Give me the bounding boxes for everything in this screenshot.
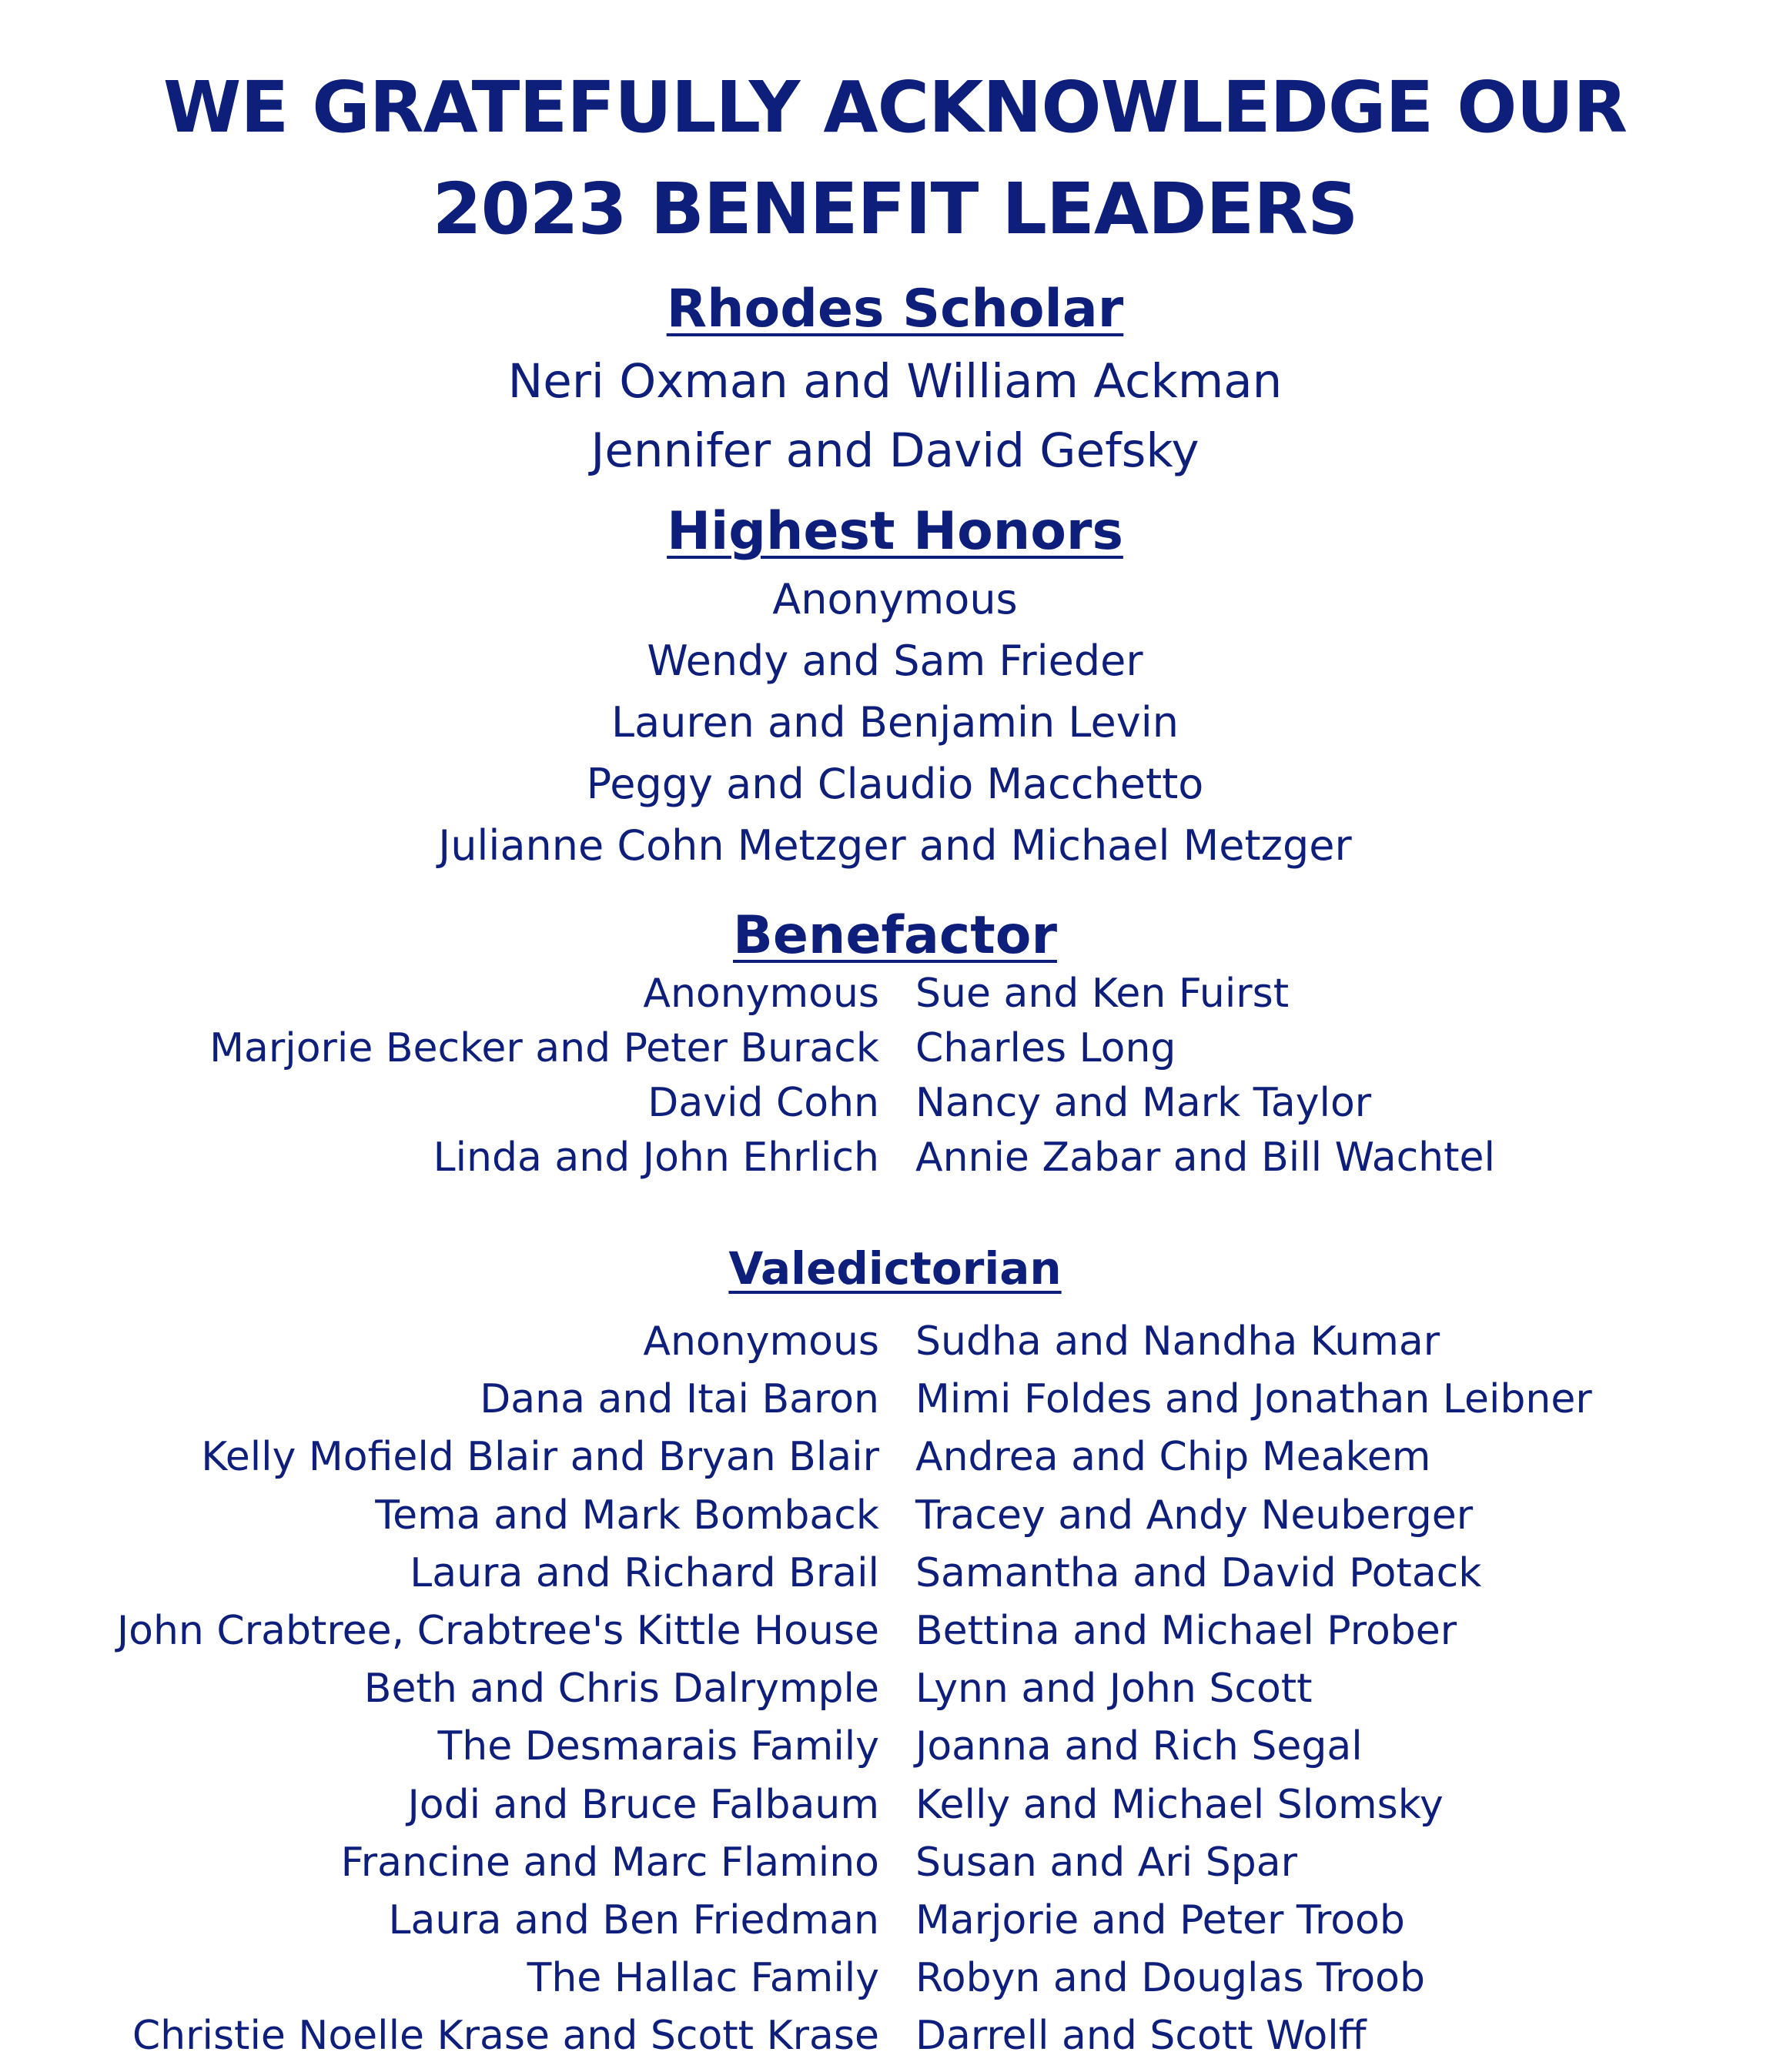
list-item: Mimi Foldes and Jonathan Leibner xyxy=(915,1376,1592,1423)
list-item: Marjorie Becker and Peter Burack xyxy=(209,1025,879,1071)
list-item: Francine and Marc Flamino xyxy=(340,1839,879,1886)
list-item: Tracey and Andy Neuberger xyxy=(915,1492,1474,1539)
benefactor-right-column xyxy=(915,967,1495,1185)
list-item: Laura and Ben Friedman xyxy=(388,1897,879,1943)
list-item: Kelly Mofield Blair and Bryan Blair xyxy=(201,1434,879,1481)
list-item: Bettina and Michael Prober xyxy=(915,1607,1457,1654)
list-item: Laura and Richard Brail xyxy=(410,1549,879,1596)
list-item: Sue and Ken Fuirst xyxy=(915,971,1290,1017)
list-item: Robyn and Douglas Troob xyxy=(915,1955,1425,2002)
list-item: The Hallac Family xyxy=(527,1955,879,2002)
list-item: Kelly and Michael Slomsky xyxy=(915,1781,1444,1828)
list-item: Joanna and Rich Segal xyxy=(915,1723,1363,1770)
list-item: Christie Noelle Krase and Scott Krase xyxy=(132,2013,879,2060)
rhodes-scholar-heading: Rhodes Scholar xyxy=(666,279,1124,339)
list-item: Annie Zabar and Bill Wachtel xyxy=(915,1135,1495,1181)
list-item: Nancy and Mark Taylor xyxy=(915,1080,1372,1126)
rhodes-scholar-list xyxy=(0,347,1790,486)
list-item: David Cohn xyxy=(647,1080,879,1126)
list-item: Anonymous xyxy=(643,971,879,1017)
list-item: Darrell and Scott Wolff xyxy=(915,2013,1367,2060)
list-item: Linda and John Ehrlich xyxy=(433,1135,879,1181)
list-item: Tema and Mark Bomback xyxy=(375,1492,879,1539)
list-item: Beth and Chris Dalrymple xyxy=(363,1666,879,1713)
highest-honors-heading: Highest Honors xyxy=(667,501,1123,562)
benefactor-heading: Benefactor xyxy=(732,905,1057,966)
benefactor-left-column xyxy=(209,967,879,1185)
list-item: Anonymous xyxy=(772,575,1018,623)
list-item: Peggy and Claudio Macchetto xyxy=(586,760,1204,808)
list-item: Andrea and Chip Meakem xyxy=(915,1434,1431,1481)
list-item: Lynn and John Scott xyxy=(915,1666,1313,1713)
list-item: Neri Oxman and William Ackman xyxy=(507,354,1283,409)
list-item: Charles Long xyxy=(915,1025,1176,1071)
list-item: Marjorie and Peter Troob xyxy=(915,1897,1405,1943)
list-item: Anonymous xyxy=(643,1318,879,1365)
list-item: Jodi and Bruce Falbaum xyxy=(407,1781,879,1828)
valedictorian-right-column xyxy=(915,1313,1592,2065)
list-item: Susan and Ari Spar xyxy=(915,1839,1297,1886)
valedictorian-left-column xyxy=(117,1313,879,2065)
highest-honors-list xyxy=(0,569,1790,877)
page-title-line-2: 2023 BENEFIT LEADERS xyxy=(432,168,1358,250)
page-title-line-1: WE GRATEFULLY ACKNOWLEDGE OUR xyxy=(162,66,1628,149)
list-item: Dana and Itai Baron xyxy=(480,1376,879,1423)
list-item: John Crabtree, Crabtree's Kittle House xyxy=(116,1607,879,1654)
list-item: Samantha and David Potack xyxy=(915,1549,1482,1596)
list-item: Sudha and Nandha Kumar xyxy=(915,1318,1440,1365)
valedictorian-heading: Valedictorian xyxy=(728,1242,1062,1295)
list-item: The Desmarais Family xyxy=(437,1723,879,1770)
list-item: Julianne Cohn Metzger and Michael Metzger xyxy=(438,821,1352,870)
list-item: Jennifer and David Gefsky xyxy=(591,423,1199,478)
list-item: Lauren and Benjamin Levin xyxy=(611,698,1179,747)
list-item: Wendy and Sam Frieder xyxy=(647,637,1143,685)
